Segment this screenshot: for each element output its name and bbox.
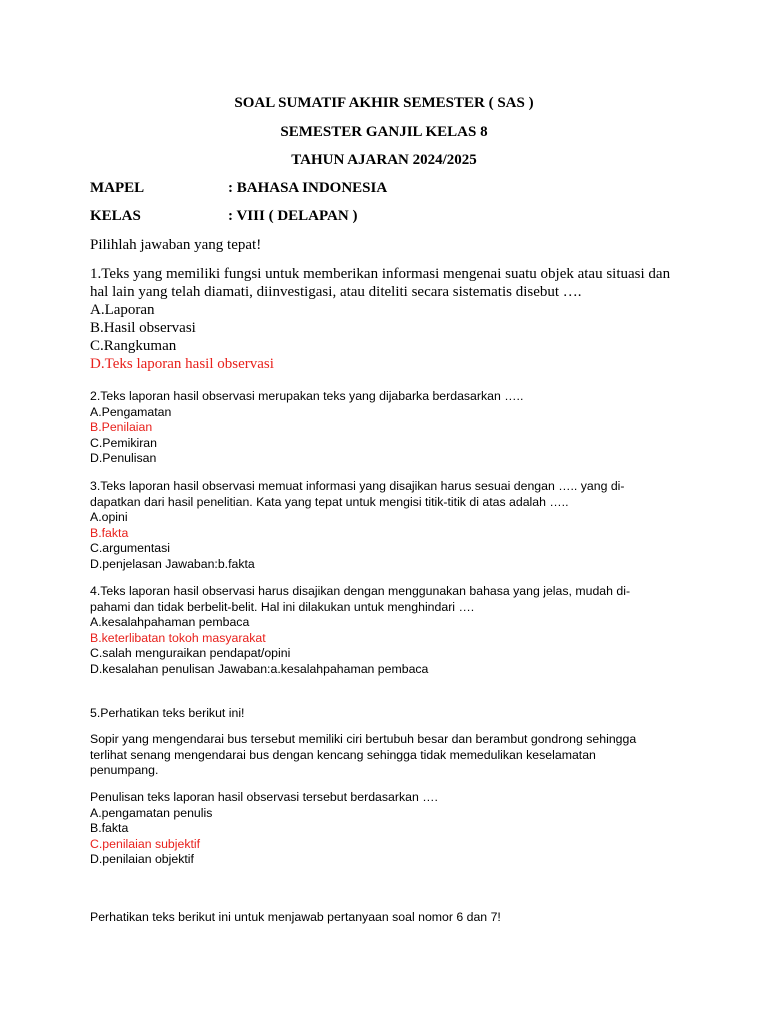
question-3 [90, 479, 690, 572]
kelas-label: KELAS [90, 208, 141, 224]
option-a: A.Laporan [90, 302, 155, 318]
option-c: C.salah menguraikan pendapat/opini [90, 646, 291, 660]
option-b-answer: B.keterlibatan tokoh masyarakat [90, 630, 266, 645]
question-2 [90, 389, 690, 467]
mapel-label: MAPEL [90, 180, 145, 196]
question-text: 3.Teks laporan hasil observasi memuat informasi yang disajikan harus sesuai dengan ….. yang di- [90, 479, 625, 493]
passage-line: terlihat senang mengendarai bus dengan kencang sehingga tidak memedulikan keselamatan [90, 747, 596, 762]
question-text: 2.Teks laporan hasil observasi merupakan teks yang dijabarka berdasarkan ….. [90, 389, 524, 403]
option-b: B.Hasil observasi [90, 320, 196, 336]
document-title: SOAL SUMATIF AKHIR SEMESTER ( SAS ) [234, 95, 534, 111]
question-5 [90, 790, 690, 868]
option-d: D.Penulisan [90, 451, 157, 465]
option-c-answer: C.penilaian subjektif [90, 836, 201, 851]
question-text: Penulisan teks laporan hasil observasi tersebut berdasarkan …. [90, 790, 438, 804]
option-a: A.pengamatan penulis [90, 805, 213, 820]
option-c: C.argumentasi [90, 541, 170, 555]
question-text: hal lain yang telah diamati, diinvestigasi, atau diteliti secara sistematis disebut …. [90, 284, 582, 300]
option-a: A.opini [90, 510, 128, 524]
option-d-answer: D.Teks laporan hasil observasi [90, 356, 274, 372]
question-4 [90, 584, 690, 677]
question-6-7-intro: Perhatikan teks berikut ini untuk menjawab pertanyaan soal nomor 6 dan 7! [90, 910, 501, 924]
question-5-intro: 5.Perhatikan teks berikut ini! [90, 706, 245, 720]
option-b: B.fakta [90, 821, 129, 835]
kelas-value: : VIII ( DELAPAN ) [228, 208, 358, 224]
passage-line: Sopir yang mengendarai bus tersebut memiliki ciri bertubuh besar dan berambut gondrong sehingga [90, 732, 637, 746]
passage-line: penumpang. [90, 763, 159, 777]
option-a: A.kesalahpahaman pembaca [90, 615, 250, 629]
option-d: D.kesalahan penulisan Jawaban:a.kesalahpahaman pembaca [90, 661, 429, 676]
semester-title: SEMESTER GANJIL KELAS 8 [280, 124, 488, 140]
kelas-row [90, 208, 357, 225]
academic-year-title: TAHUN AJARAN 2024/2025 [291, 152, 477, 168]
mapel-row [90, 180, 387, 197]
question-text: 1.Teks yang memiliki fungsi untuk memberikan informasi mengenai suatu objek atau situasi dan [90, 266, 671, 282]
option-b-answer: B.fakta [90, 525, 129, 540]
option-c: C.Pemikiran [90, 435, 157, 450]
instruction: Pilihlah jawaban yang tepat! [90, 237, 262, 253]
option-d: D.penilaian objektif [90, 852, 194, 866]
option-c: C.Rangkuman [90, 338, 177, 354]
option-a: A.Pengamatan [90, 404, 172, 419]
question-text: dapatkan dari hasil penelitian. Kata yang tepat untuk mengisi titik-titik di atas adalah ….. [90, 494, 569, 509]
mapel-value: : BAHASA INDONESIA [228, 180, 388, 196]
question-1 [90, 265, 690, 373]
question-text: 4.Teks laporan hasil observasi harus disajikan dengan menggunakan bahasa yang jelas, mudah di- [90, 584, 631, 598]
q5-passage [90, 732, 690, 779]
option-b-answer: B.Penilaian [90, 420, 153, 434]
option-d: D.penjelasan Jawaban:b.fakta [90, 556, 255, 571]
question-text: pahami dan tidak berbelit-belit. Hal ini dilakukan untuk menghindari …. [90, 599, 475, 614]
